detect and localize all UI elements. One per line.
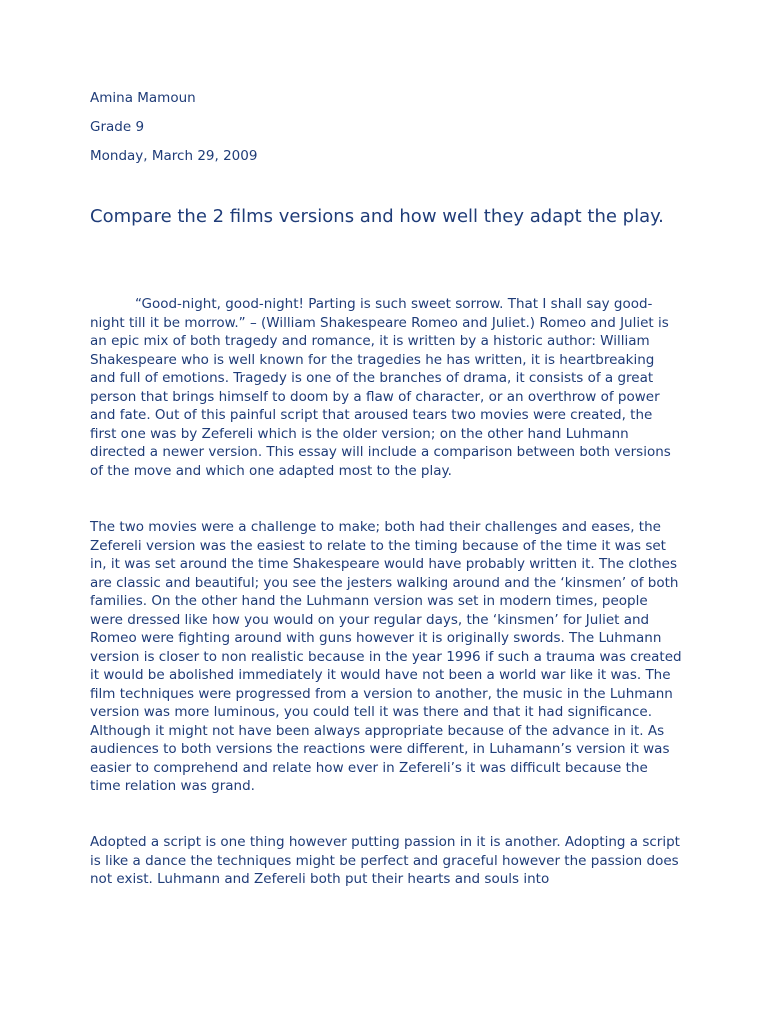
date-label: Monday, March 29, 2009 — [90, 148, 258, 164]
grade-label: Grade 9 — [90, 119, 145, 135]
paragraph-passion: Adopted a script is one thing however putting passion in it is another. Adopting a script is like a dance the techniques might be perfect and graceful however the passion does not exist. Luhmann and Zefereli both put their hearts and souls into — [90, 834, 680, 887]
paragraph-intro: “Good-night, good-night! Parting is such sweet sorrow. That I shall say good-night till it be morrow.” – (William Shakespeare Romeo and Juliet.) Romeo and Juliet is an epic mix of both tragedy and romance, it is written by a historic author: William Shakespeare who is well known for the tragedies he has written, it is heartbreaking and full of emotions. Tragedy is one of the branches of drama, it consists of a great person that brings himself to doom by a flaw of character, or an overthrow of power and fate. Out of this painful script that aroused tears two movies were created, the first one was by Zefereli which is the older version; on the other hand Luhmann directed a newer version. This essay will include a comparison between both versions of the move and which one adapted most to the play. — [90, 296, 671, 479]
paragraph-comparison: The two movies were a challenge to make; both had their challenges and eases, the Zefereli version was the easiest to relate to the timing because of the time it was set in, it was set around the time Shakespeare would have probably written it. The clothes are classic and beautiful; you see the jesters walking around and the ‘kinsmen’ of both families. On the other hand the Luhmann version was set in modern times, people were dressed like how you would on your regular days, the ‘kinsmen’ for Juliet and Romeo were fighting around with guns however it is originally swords. The Luhmann version is closer to non realistic because in the year 1996 if such a trauma was created it would be abolished immediately it would have not been a world war like it was. The film techniques were progressed from a version to another, the music in the Luhmann version was more luminous, you could tell it was there and that it had significance. Although it might not have been always appropriate because of the advance in it. As audiences to both versions the reactions were different, in Luhamann’s version it was easier to comprehend and relate how ever in Zefereli’s it was difficult because the time relation was grand. — [90, 519, 682, 794]
essay-title: Compare the 2 films versions and how well they adapt the play. — [90, 206, 664, 227]
author-name: Amina Mamoun — [90, 90, 196, 106]
